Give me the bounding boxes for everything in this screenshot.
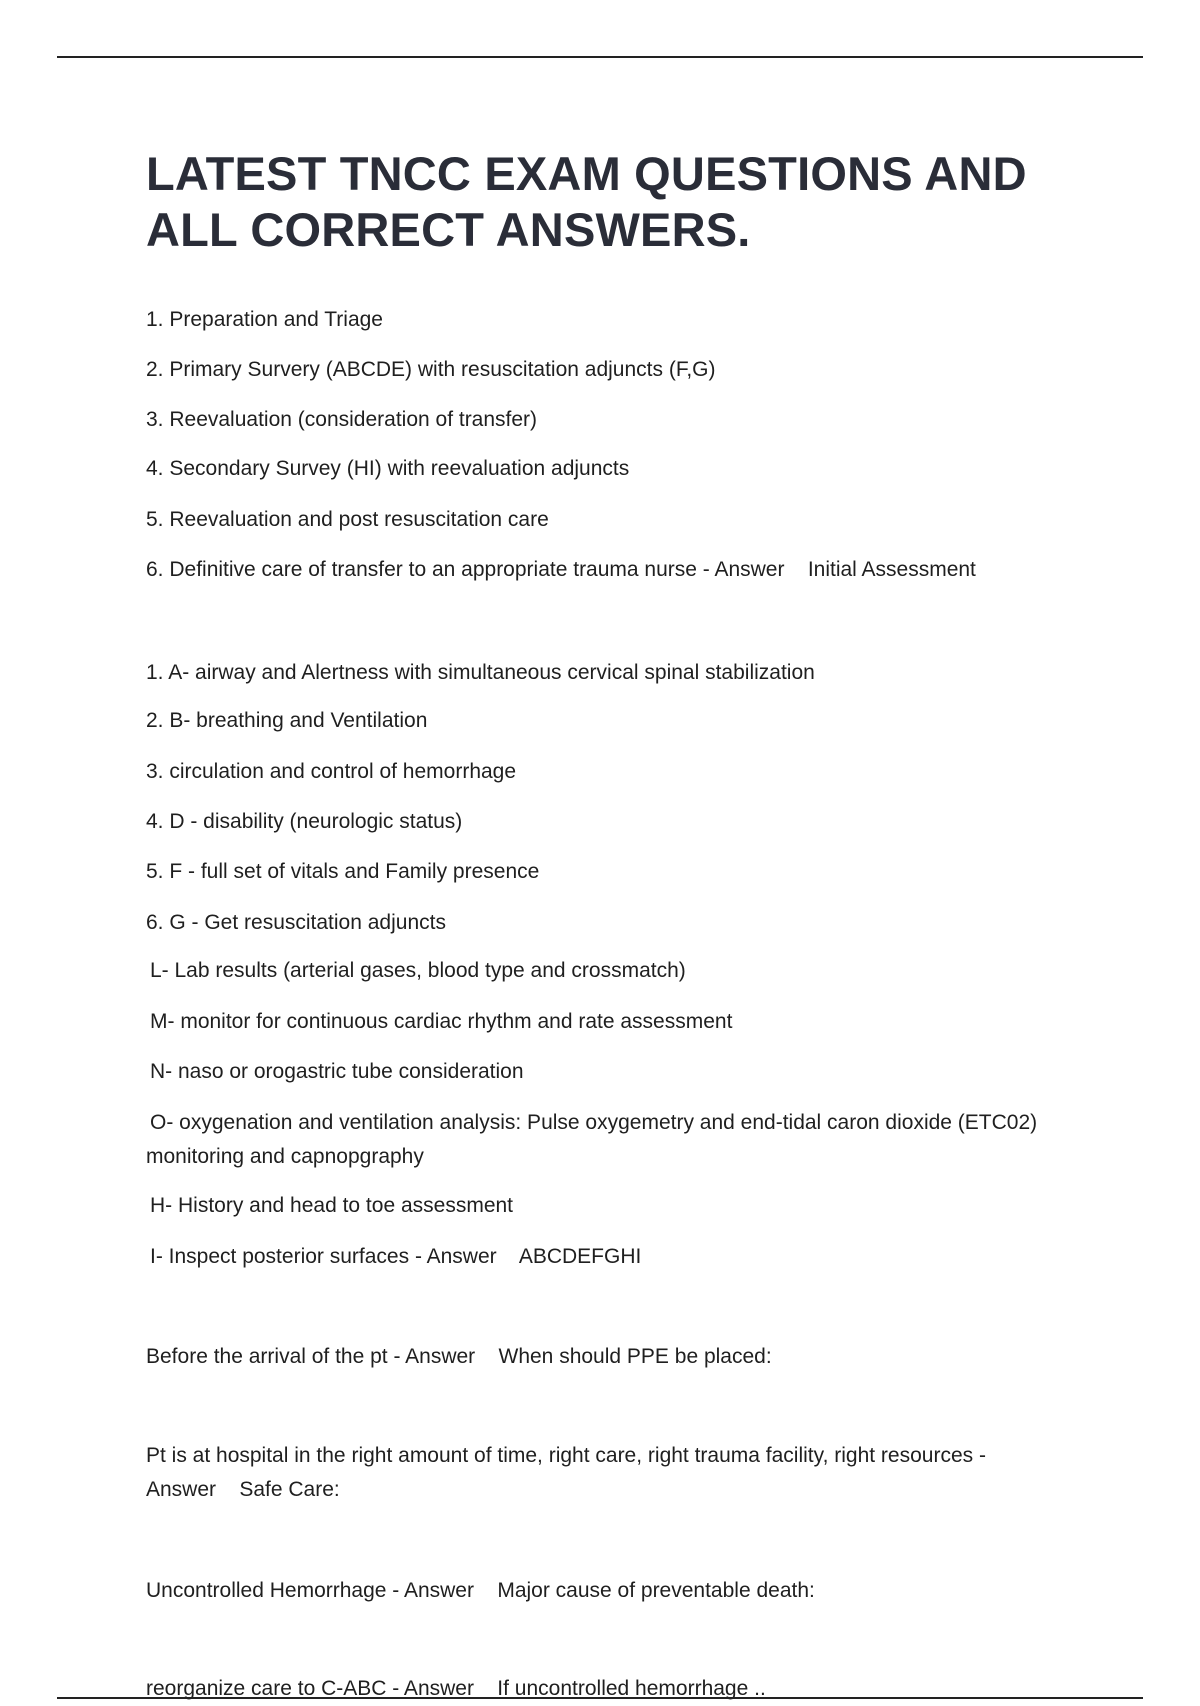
- document-title: LATEST TNCC EXAM QUESTIONS AND ALL CORRECT ANSWERS.: [146, 147, 1027, 256]
- list-item: 5. Reevaluation and post resuscitation care: [146, 508, 549, 531]
- list-item-with-answer: 6. Definitive care of transfer to an appropriate trauma nurse - Answer Initial Assessment: [146, 558, 976, 581]
- list-item: 4. D - disability (neurologic status): [146, 810, 463, 833]
- list-item-continuation: monitoring and capnopgraphy: [146, 1145, 424, 1168]
- list-item: 1. A- airway and Alertness with simultaneous cervical spinal stabilization: [146, 661, 815, 684]
- list-item-with-answer: I- Inspect posterior surfaces - Answer ABCDEFGHI: [150, 1245, 642, 1268]
- top-rule: [57, 56, 1143, 58]
- qa-item: Pt is at hospital in the right amount of time, right care, right trauma facility, right resources -: [146, 1444, 986, 1467]
- qa-item: reorganize care to C-ABC - Answer If uncontrolled hemorrhage ..: [146, 1677, 766, 1700]
- list-item: 3. circulation and control of hemorrhage: [146, 760, 517, 783]
- qa-item: Before the arrival of the pt - Answer When should PPE be placed:: [146, 1345, 772, 1368]
- list-item: 3. Reevaluation (consideration of transfer): [146, 408, 538, 431]
- list-item: L- Lab results (arterial gases, blood type and crossmatch): [150, 959, 686, 982]
- list-item: O- oxygenation and ventilation analysis: Pulse oxygemetry and end-tidal caron dioxide (ETC02): [150, 1111, 1038, 1134]
- list-item: 1. Preparation and Triage: [146, 308, 383, 331]
- list-item: 2. B- breathing and Ventilation: [146, 709, 428, 732]
- list-item: N- naso or orogastric tube consideration: [150, 1060, 524, 1083]
- list-item: 5. F - full set of vitals and Family presence: [146, 860, 540, 883]
- list-item: 4. Secondary Survey (HI) with reevaluation adjuncts: [146, 457, 630, 480]
- qa-item-continuation: Answer Safe Care:: [146, 1478, 340, 1501]
- list-item: 6. G - Get resuscitation adjuncts: [146, 911, 446, 934]
- list-item: H- History and head to toe assessment: [150, 1194, 514, 1217]
- qa-item: Uncontrolled Hemorrhage - Answer Major cause of preventable death:: [146, 1579, 815, 1602]
- bottom-rule: [57, 1697, 1143, 1699]
- list-item: M- monitor for continuous cardiac rhythm and rate assessment: [150, 1010, 733, 1033]
- list-item: 2. Primary Survery (ABCDE) with resuscitation adjuncts (F,G): [146, 358, 716, 381]
